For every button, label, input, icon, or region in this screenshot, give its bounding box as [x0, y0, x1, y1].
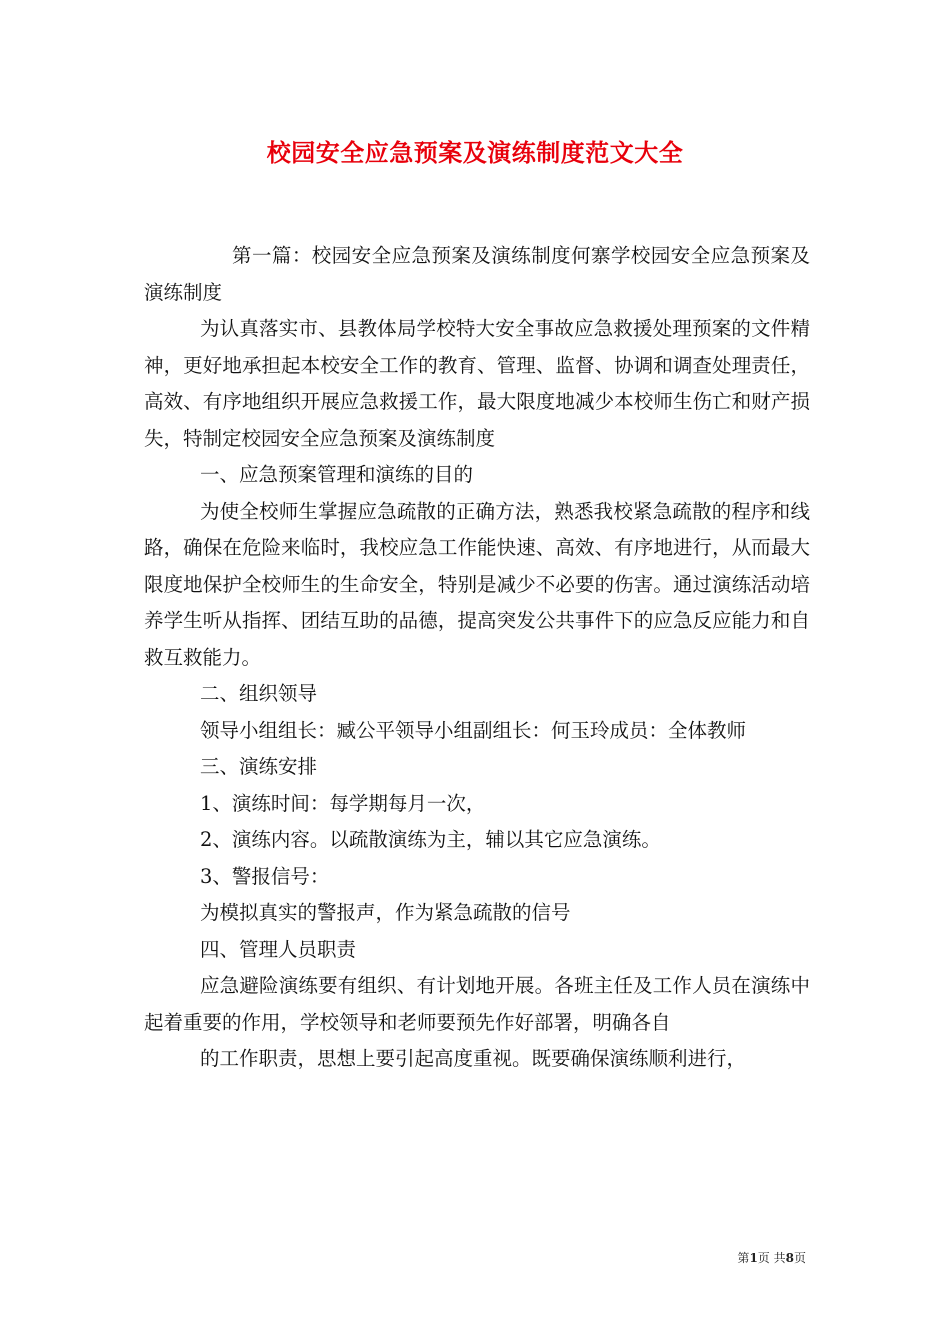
- current-page-number: 1: [749, 1251, 758, 1265]
- section-heading: 四、管理人员职责: [200, 937, 357, 961]
- list-item: 2、演练内容。以疏散演练为主，辅以其它应急演练。: [200, 828, 661, 851]
- total-page-number: 8: [785, 1251, 794, 1265]
- list-item: 1、演练时间：每学期每月一次，: [200, 791, 486, 815]
- footer-suffix: 页: [793, 1251, 806, 1265]
- paragraph: 为使全校师生掌握应急疏散的正确方法，熟悉我校紧急疏散的程序和线路，确保在危险来临时，我校应急工作能快速、高效、有序地进行，从而最大限度地保护全校师生的生命安全，特别是减少不必要的伤害。通过演练活动培养学生听从指挥、团结互助的品德，提高突发公共事件下的应急反应能力和自救互救能力。: [144, 499, 810, 669]
- page-number-footer: [737, 1249, 806, 1266]
- document-body: [144, 238, 810, 1078]
- footer-prefix: 第: [737, 1251, 750, 1265]
- paragraph: 第一篇：校园安全应急预案及演练制度何寨学校园安全应急预案及演练制度: [144, 244, 810, 304]
- paragraph: 领导小组组长：臧公平领导小组副组长：何玉玲成员：全体教师: [200, 718, 747, 742]
- paragraph: 为模拟真实的警报声，作为紧急疏散的信号: [200, 901, 571, 924]
- section-heading: 三、演练安排: [200, 755, 318, 778]
- paragraph: 的工作职责，思想上要引起高度重视。既要确保演练顺利进行，: [200, 1047, 747, 1070]
- document-title: 校园安全应急预案及演练制度范文大全: [266, 139, 684, 167]
- section-heading: 一、应急预案管理和演练的目的: [200, 463, 474, 486]
- paragraph: 为认真落实市、县教体局学校特大安全事故应急救援处理预案的文件精神，更好地承担起本校安全工作的教育、管理、监督、协调和调查处理责任，高效、有序地组织开展应急救援工作，最大限度地减少本校师生伤亡和财产损失，特制定校园安全应急预案及演练制度: [144, 317, 810, 450]
- list-item: 3、警报信号：: [200, 864, 330, 888]
- footer-middle: 页 共: [757, 1251, 786, 1265]
- paragraph: 应急避险演练要有组织、有计划地开展。各班主任及工作人员在演练中起着重要的作用，学校领导和老师要预先作好部署，明确各自: [144, 974, 810, 1034]
- section-heading: 二、组织领导: [200, 682, 318, 705]
